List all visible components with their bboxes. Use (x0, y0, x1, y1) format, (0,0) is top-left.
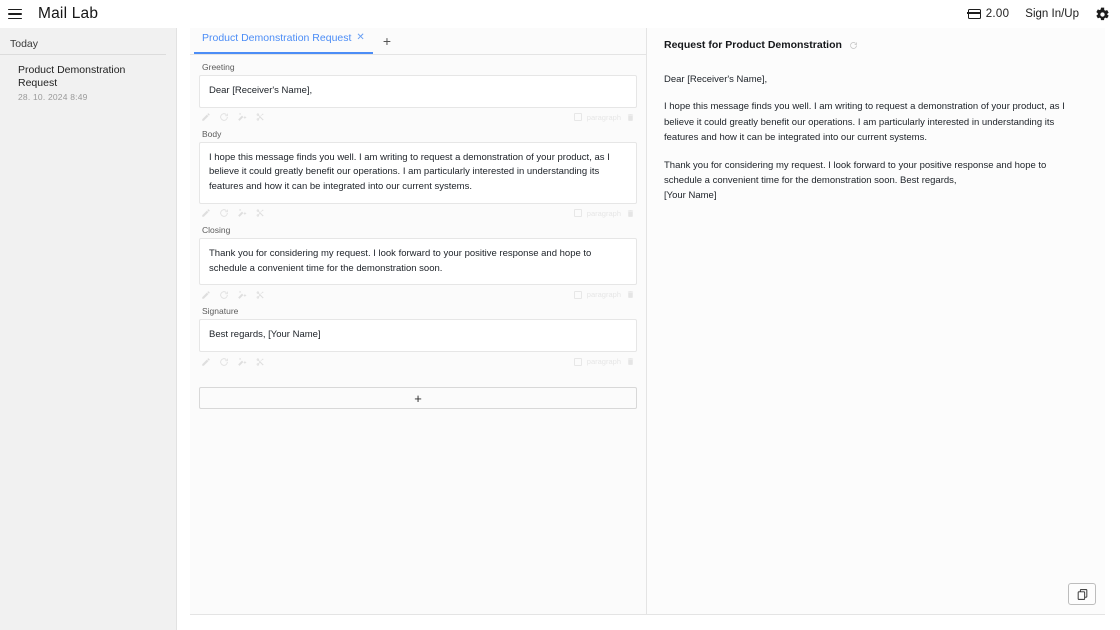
section-closing (199, 225, 637, 303)
preview-title: Request for Product Demonstration (664, 39, 842, 51)
tab-product-demonstration-request[interactable] (194, 28, 373, 54)
section-text: Best regards, [Your Name] (209, 329, 321, 341)
section-tool-icons (201, 357, 265, 367)
trash-icon[interactable] (626, 113, 635, 122)
section-toolbar (199, 205, 637, 222)
section-body (199, 129, 637, 222)
copy-icon (1076, 588, 1089, 601)
paragraph-label: paragraph (586, 357, 621, 367)
preview-paragraph-body: I hope this message finds you well. I am writing to request a demonstration of your product, as I believe it could greatly benefit our operations. I am particularly interested in understanding its features and how it can be integrated into our current systems. (664, 101, 1065, 144)
add-tab-button[interactable]: + (382, 33, 391, 49)
trash-icon[interactable] (626, 290, 635, 299)
scissors-icon[interactable] (255, 112, 265, 122)
credits-indicator[interactable] (968, 8, 1010, 20)
email-editor-panel (190, 28, 647, 615)
section-label: Body (202, 128, 222, 139)
sign-in-button[interactable]: Sign In/Up (1025, 8, 1079, 20)
paragraph-checkbox[interactable] (574, 209, 582, 217)
magic-wand-icon[interactable] (237, 357, 247, 367)
section-label: Signature (202, 306, 239, 317)
email-preview-panel (647, 28, 1105, 615)
editor-tabbar (190, 28, 646, 55)
refresh-icon[interactable] (219, 112, 229, 122)
section-toolbar (199, 353, 637, 370)
section-tool-icons (201, 290, 265, 300)
preview-paragraph-closing: Thank you for considering my request. I look forward to your positive response and hope to schedule a convenient time for the demonstration soon. Best regards, (664, 159, 1047, 186)
hamburger-icon[interactable] (8, 6, 24, 22)
section-signature (199, 306, 637, 370)
section-toolbar (199, 109, 637, 126)
paragraph-label: paragraph (586, 290, 621, 300)
paragraph-checkbox[interactable] (574, 291, 582, 299)
preview-header (647, 28, 1105, 60)
section-toolbar-right (574, 290, 635, 299)
magic-wand-icon[interactable] (237, 208, 247, 218)
copy-button[interactable] (1068, 583, 1096, 605)
section-label: Greeting (202, 62, 235, 72)
scissors-icon[interactable] (255, 357, 265, 367)
refresh-icon[interactable] (219, 357, 229, 367)
signature-input[interactable] (199, 319, 637, 352)
magic-wand-icon[interactable] (237, 290, 247, 300)
add-section-button[interactable]: + (199, 387, 637, 409)
section-toolbar (199, 286, 637, 303)
scissors-icon[interactable] (255, 208, 265, 218)
paragraph-checkbox[interactable] (574, 113, 582, 121)
section-tool-icons (201, 208, 265, 218)
greeting-input[interactable] (199, 75, 637, 108)
preview-content (647, 60, 1105, 614)
body-input[interactable] (199, 142, 637, 204)
credit-card-icon (968, 9, 981, 19)
close-icon[interactable]: ✕ (356, 31, 365, 43)
app-header (0, 0, 1120, 28)
magic-wand-icon[interactable] (237, 112, 247, 122)
section-toolbar-right (574, 113, 635, 122)
section-toolbar-right (574, 209, 635, 218)
section-tool-icons (201, 112, 265, 122)
list-item-date: 28. 10. 2024 8:49 (18, 92, 88, 103)
pencil-icon[interactable] (201, 290, 211, 300)
pencil-icon[interactable] (201, 112, 211, 122)
section-text: Dear [Receiver's Name], (209, 85, 313, 96)
refresh-icon[interactable] (219, 290, 229, 300)
paragraph-checkbox[interactable] (574, 358, 582, 366)
header-actions (968, 7, 1110, 22)
sidebar-group-label: Today (0, 38, 166, 55)
section-label: Closing (202, 224, 231, 235)
section-text: I hope this message finds you well. I am writing to request a demonstration of your product, as I believe it could greatly benefit our operations. I am particularly interested in understanding its features and how it can be integrated into our current systems. (209, 151, 610, 193)
refresh-icon[interactable] (849, 41, 858, 50)
sidebar-item-product-demonstration-request[interactable] (0, 55, 176, 111)
section-text: Thank you for considering my request. I look forward to your positive response and hope to schedule a convenient time for the demonstration soon. (209, 247, 592, 274)
history-sidebar (0, 28, 177, 630)
editor-sections (190, 55, 646, 614)
refresh-icon[interactable] (219, 208, 229, 218)
pencil-icon[interactable] (201, 208, 211, 218)
app-title: Mail Lab (38, 5, 99, 22)
trash-icon[interactable] (626, 209, 635, 218)
preview-paragraph-greeting: Dear [Receiver's Name], (664, 74, 768, 85)
app-shell (0, 28, 1120, 630)
paragraph-label: paragraph (586, 112, 621, 122)
closing-input[interactable] (199, 238, 637, 285)
section-toolbar-right (574, 357, 635, 366)
list-item-title: Product Demonstration Request (18, 64, 126, 89)
gear-icon[interactable] (1095, 7, 1110, 22)
tab-label: Product Demonstration Request (202, 31, 352, 44)
credits-amount: 2.00 (985, 8, 1010, 20)
trash-icon[interactable] (626, 357, 635, 366)
paragraph-label: paragraph (586, 208, 621, 218)
scissors-icon[interactable] (255, 290, 265, 300)
pencil-icon[interactable] (201, 357, 211, 367)
section-greeting (199, 62, 637, 126)
preview-paragraph-signature: [Your Name] (664, 190, 717, 202)
